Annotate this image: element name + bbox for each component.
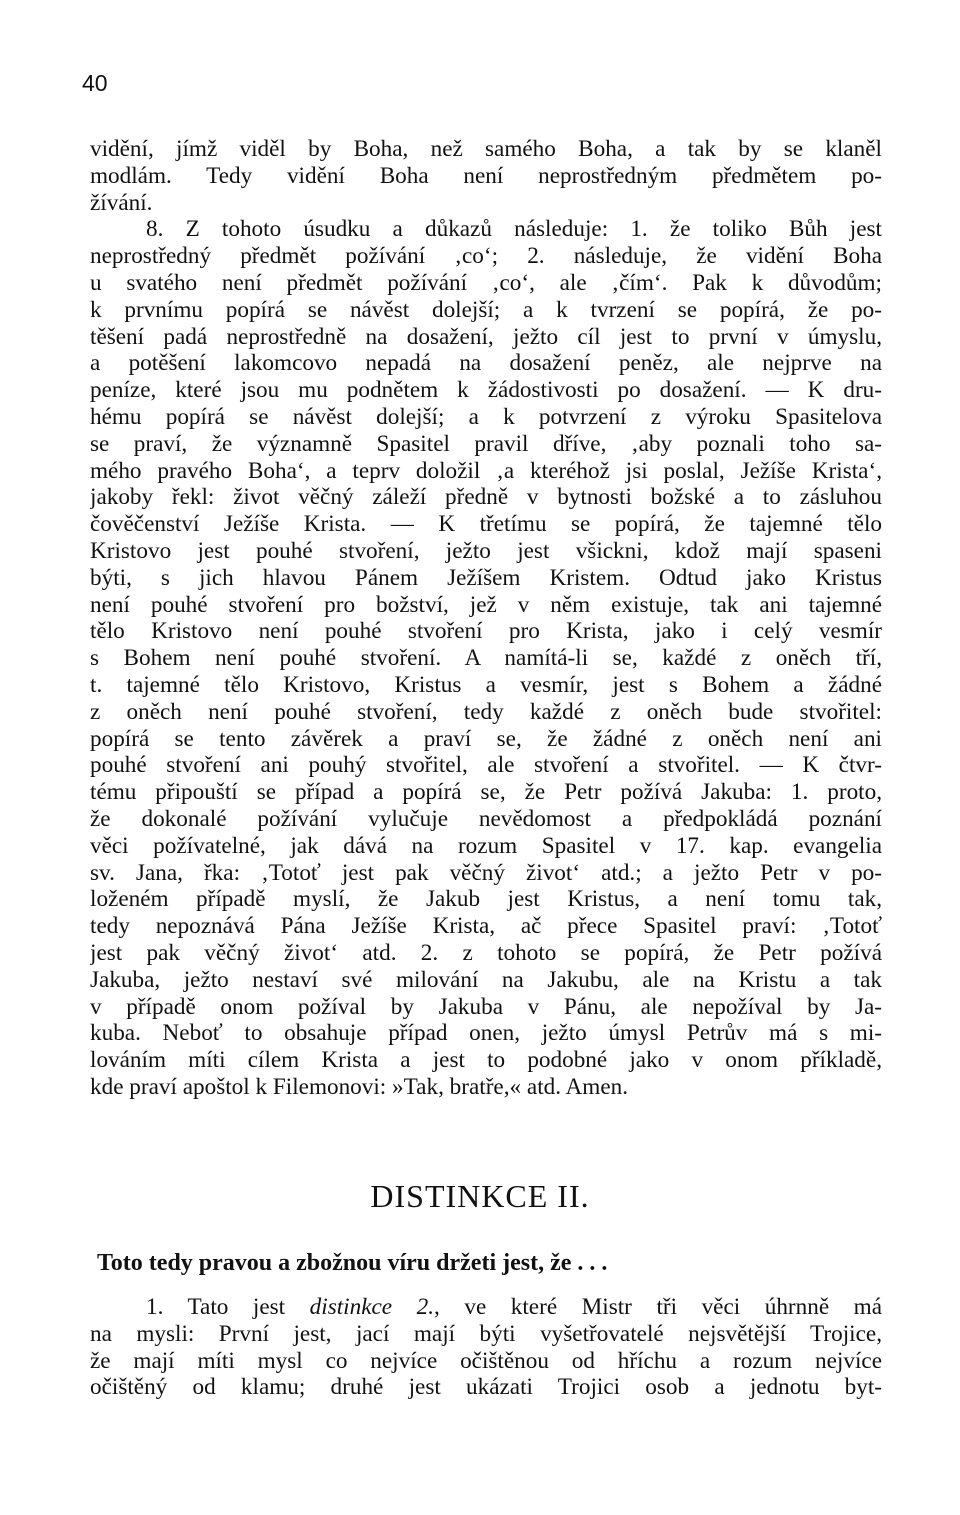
text-line: tému připouští se případ a popírá se, že Petr požívá Jakuba: 1. proto, — [90, 779, 882, 806]
text-line: modlám. Tedy vidění Boha není neprostředným předmětem po- — [90, 162, 882, 189]
text-line: jest pak věčný život‘ atd. 2. z tohoto se popírá, že Petr požívá — [90, 939, 882, 966]
text-line: Kristovo jest pouhé stvoření, ježto jest všickni, kdož mají spaseni — [90, 537, 882, 564]
text-line: z oněch není pouhé stvoření, tedy každé z oněch bude stvořitel: — [90, 698, 882, 725]
page-number: 40 — [82, 70, 108, 96]
text-line: tedy nepoznává Pána Ježíše Krista, ač přece Spasitel praví: ‚Totoť — [90, 913, 882, 940]
text-line: není pouhé stvoření pro božství, jež v něm existuje, tak ani tajemné — [90, 591, 882, 618]
line-start: 1. Tato jest — [146, 1294, 310, 1320]
text-line: býti, s jich hlavou Pánem Ježíšem Kristem. Odtud jako Kristus — [90, 564, 882, 591]
text-line: pouhé stvoření ani pouhý stvořitel, ale stvoření a stvořitel. — K čtvr- — [90, 752, 882, 779]
text-line: k prvnímu popírá se návěst dolejší; a k tvrzení se popírá, že po- — [90, 296, 882, 323]
text-line-first — [90, 1294, 882, 1321]
text-line: tělo Kristovo není pouhé stvoření pro Krista, jako i celý vesmír — [90, 618, 882, 645]
text-line: s Bohem není pouhé stvoření. A namítá-li se, každé z oněch tří, — [90, 645, 882, 672]
text-line: popírá se tento závěrek a praví se, že žádné z oněch není ani — [90, 725, 882, 752]
text-line: kuba. Neboť to obsahuje případ onen, ježto úmysl Petrův má s mi- — [90, 1020, 882, 1047]
text-line: 8. Z tohoto úsudku a důkazů následuje: 1. že toliko Bůh jest — [146, 216, 882, 243]
text-line: lováním míti cílem Krista a jest to podobné jako v onom příkladě, — [90, 1047, 882, 1074]
section-subheading: Toto tedy pravou a zbožnou víru držeti jest, že . . . — [97, 1250, 608, 1276]
text-line: že dokonalé požívání vylučuje nevědomost a předpokládá poznání — [90, 805, 882, 832]
text-line: sv. Jana, řka: ‚Totoť jest pak věčný život‘ atd.; a ježto Petr v po- — [90, 859, 882, 886]
text-line: jakoby řekl: život věčný záleží předně v bytnosti božské a to zásluhou — [90, 484, 882, 511]
text-line: těšení padá neprostředně na dosažení, ježto cíl jest to první v úmyslu, — [90, 323, 882, 350]
text-line: Jakuba, ježto nestaví své milování na Jakubu, ale na Kristu a tak — [90, 966, 882, 993]
text-line: věci požívatelné, jak dává na rozum Spasitel v 17. kap. evangelia — [90, 832, 882, 859]
text-line: na mysli: První jest, jací mají býti vyšetřovatelé nejsvětější Trojice, — [90, 1320, 882, 1347]
text-line: kde praví apoštol k Filemonovi: »Tak, bratře,« atd. Amen. — [90, 1073, 629, 1100]
text-line: mého pravého Boha‘, a teprv doložil ‚a kteréhož jsi poslal, Ježíše Krista‘, — [90, 457, 882, 484]
text-line: loženém případě myslí, že Jakub jest Kristus, a není tomu tak, — [90, 886, 882, 913]
text-line: hému popírá se návěst dolejší; a k potvrzení z výroku Spasitelova — [90, 403, 882, 430]
text-line: a potěšení lakomcovo nepadá na dosažení peněz, ale nejprve na — [90, 350, 882, 377]
line-rest: , ve které Mistr tři věci úhrnně má — [434, 1294, 882, 1320]
text-line: žívání. — [90, 189, 153, 216]
section-text — [90, 1294, 882, 1401]
body-text — [90, 136, 882, 1101]
text-line: očištěný od klamu; druhé jest ukázati Trojici osob a jednotu byt- — [90, 1374, 882, 1401]
text-line: u svatého není předmět požívání ‚co‘, ale ‚čím‘. Pak k důvodům; — [90, 269, 882, 296]
text-line: vidění, jímž viděl by Boha, než samého Boha, a tak by se klaněl — [90, 136, 882, 162]
text-line: neprostředný předmět požívání ‚co‘; 2. následuje, že vidění Boha — [90, 243, 882, 270]
text-line: v případě onom požíval by Jakuba v Pánu, ale nepožíval by Ja- — [90, 993, 882, 1020]
text-line: peníze, které jsou mu podnětem k žádostivosti po dosažení. — K dru- — [90, 377, 882, 404]
italic-term: distinkce 2. — [309, 1294, 435, 1320]
text-line: se praví, že významně Spasitel pravil dříve, ‚aby poznali toho sa- — [90, 430, 882, 457]
text-line: t. tajemné tělo Kristovo, Kristus a vesmír, jest s Bohem a žádné — [90, 671, 882, 698]
text-line: že mají míti mysl co nejvíce očištěnou od hříchu a rozum nejvíce — [90, 1347, 882, 1374]
text-line: čověčenství Ježíše Krista. — K třetímu se popírá, že tajemné tělo — [90, 511, 882, 538]
section-heading: DISTINKCE II. — [370, 1178, 590, 1214]
